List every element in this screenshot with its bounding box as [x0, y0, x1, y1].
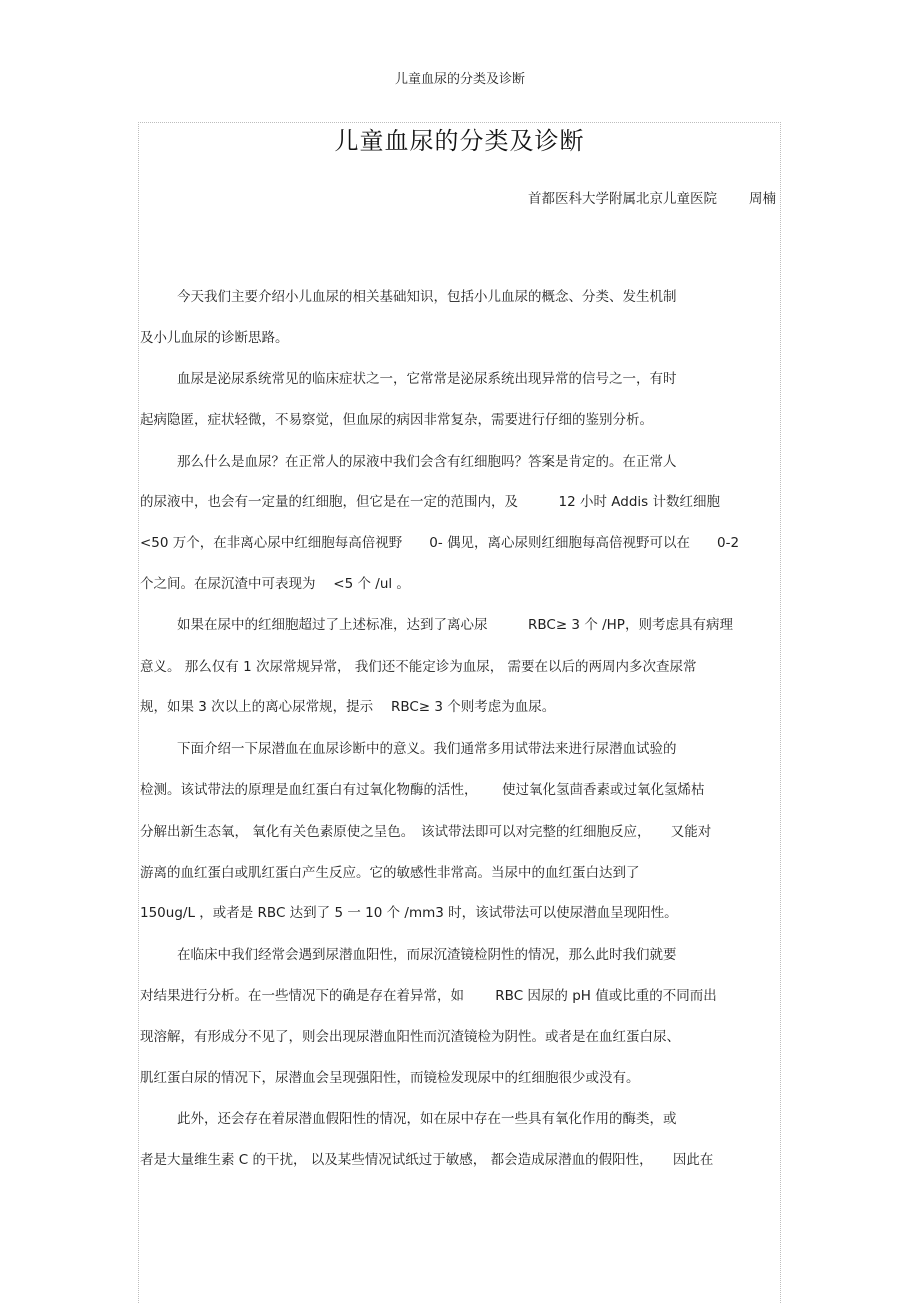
- paragraph-line: 下面介绍一下尿潜血在血尿诊断中的意义。我们通常多用试带法来进行尿潜血试验的: [177, 741, 677, 757]
- paragraph-line: 及小儿血尿的诊断思路。: [140, 330, 289, 346]
- author-affiliation: 首都医科大学附属北京儿童医院: [528, 191, 717, 207]
- paragraph-line: 者是大量维生素 C 的干扰， 以及某些情况试纸过于敏感， 都会造成尿潜血的假阳性， 因此在: [140, 1152, 714, 1168]
- paragraph-line: 血尿是泌尿系统常见的临床症状之一，它常常是泌尿系统出现异常的信号之一，有时: [177, 371, 677, 387]
- paragraph-line: 规，如果 3 次以上的离心尿常规，提示 RBC≥ 3 个则考虑为血尿。: [140, 699, 556, 715]
- paragraph-line: 个之间。在尿沉渣中可表现为 <5 个 /ul 。: [140, 576, 410, 592]
- article-title: 儿童血尿的分类及诊断: [334, 127, 585, 155]
- paragraph-line: 现溶解，有形成分不见了，则会出现尿潜血阳性而沉渣镜检为阴性。或者是在血红蛋白尿、: [140, 1029, 680, 1045]
- paragraph-line: 对结果进行分析。在一些情况下的确是存在着异常，如 RBC 因尿的 pH 值或比重的不同而出: [140, 988, 717, 1004]
- author-line: [528, 187, 776, 207]
- paragraph-line: 在临床中我们经常会遇到尿潜血阳性，而尿沉渣镜检阴性的情况，那么此时我们就要: [177, 947, 677, 963]
- paragraph-line: 如果在尿中的红细胞超过了上述标准，达到了离心尿 RBC≥ 3 个 /HP，则考虑具有病理: [177, 617, 733, 633]
- running-header: 儿童血尿的分类及诊断: [394, 72, 525, 87]
- paragraph-line: 此外，还会存在着尿潜血假阳性的情况，如在尿中存在一些具有氧化作用的酶类，或: [177, 1111, 677, 1127]
- paragraph-line: 游离的血红蛋白或肌红蛋白产生反应。它的敏感性非常高。当尿中的血红蛋白达到了: [140, 865, 640, 881]
- paragraph-line: 今天我们主要介绍小儿血尿的相关基础知识，包括小儿血尿的概念、分类、发生机制: [177, 289, 677, 305]
- paragraph-line: 起病隐匿，症状轻微，不易察觉，但血尿的病因非常复杂，需要进行仔细的鉴别分析。: [140, 412, 653, 428]
- paragraph-line: 那么什么是血尿？在正常人的尿液中我们会含有红细胞吗？答案是肯定的。在正常人: [177, 454, 677, 470]
- paragraph-line: 分解出新生态氧， 氧化有关色素原使之呈色。 该试带法即可以对完整的红细胞反应， 又能对: [140, 824, 712, 840]
- paragraph-line: 的尿液中，也会有一定量的红细胞，但它是在一定的范围内，及 12 小时 Addis 计数红细胞: [140, 494, 720, 510]
- paragraph-line: 检测。该试带法的原理是血红蛋白有过氧化物酶的活性， 使过氧化氢茴香素或过氧化氢烯枯: [140, 782, 705, 798]
- paragraph-line: 150ug/L ，或者是 RBC 达到了 5 一 10 个 /mm3 时，该试带法可以使尿潜血呈现阳性。: [140, 905, 678, 921]
- paragraph-line: <50 万个，在非离心尿中红细胞每高倍视野 0- 偶见，离心尿则红细胞每高倍视野可以在 0-2: [140, 535, 740, 551]
- author-name: 周楠: [749, 191, 776, 207]
- paragraph-line: 肌红蛋白尿的情况下，尿潜血会呈现强阳性，而镜检发现尿中的红细胞很少或没有。: [140, 1070, 640, 1086]
- paragraph-line: 意义。 那么仅有 1 次尿常规异常， 我们还不能定诊为血尿， 需要在以后的两周内多次查尿常: [140, 659, 697, 675]
